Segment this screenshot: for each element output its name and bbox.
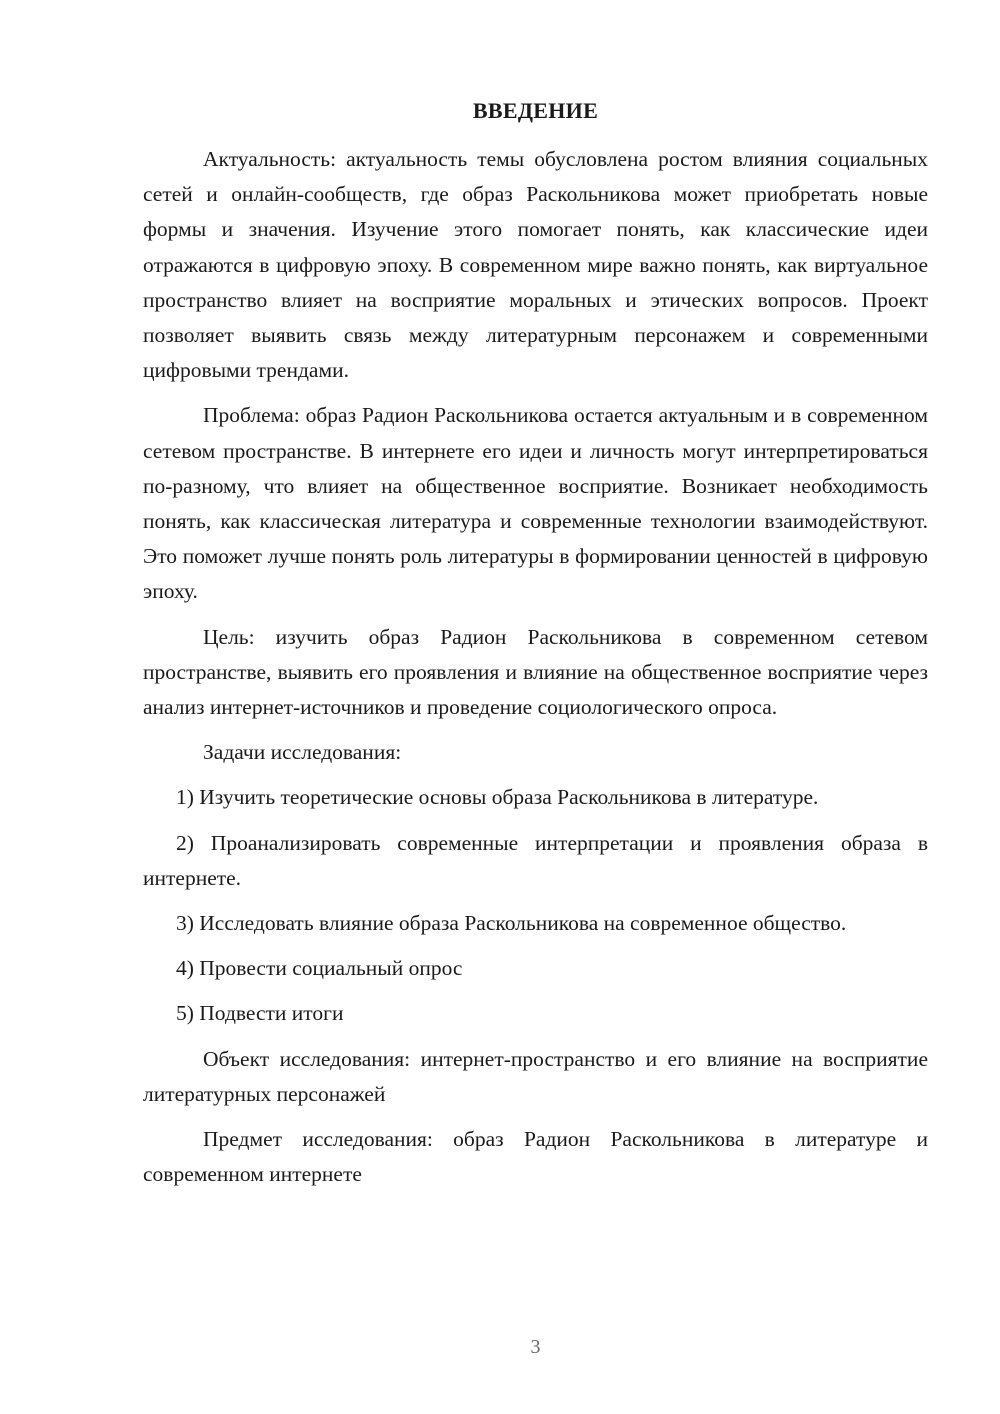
task-item: 4) Провести социальный опрос bbox=[176, 956, 463, 981]
object-paragraph: Объект исследования: интернет-пространство и его влияние на восприятие литературных персонажей bbox=[143, 1046, 928, 1106]
section-heading: ВВЕДЕНИЕ bbox=[472, 98, 599, 123]
tasks-heading: Задачи исследования: bbox=[203, 740, 402, 765]
task-item: 5) Подвести итоги bbox=[176, 1001, 344, 1026]
task-item: 2) Проанализировать современные интерпретации и проявления образа в интернете. bbox=[143, 830, 928, 890]
document-body bbox=[143, 142, 928, 1202]
subject-paragraph: Предмет исследования: образ Радион Раскольникова в литературе и современном интернете bbox=[143, 1127, 928, 1187]
problem-paragraph: Проблема: образ Радион Раскольникова остается актуальным и в современном сетевом пространстве. В интернете его идеи и личность могут интерпретироваться по-разному, что влияет на общественное восприятие. Возникает необходимость понять, как классическая литература и современные технологии взаимодействуют. Это поможет лучше понять роль литературы в формировании ценностей в цифровую эпоху. bbox=[143, 403, 928, 604]
task-item: 1) Изучить теоретические основы образа Раскольникова в литературе. bbox=[176, 785, 819, 810]
task-item: 3) Исследовать влияние образа Раскольникова на современное общество. bbox=[176, 911, 847, 936]
page-number: 3 bbox=[530, 1336, 541, 1358]
goal-paragraph: Цель: изучить образ Радион Раскольникова в современном сетевом пространстве, выявить его проявления и влияние на общественное восприятие через анализ интернет-источников и проведение социологического опроса. bbox=[143, 624, 928, 720]
relevance-paragraph: Актуальность: актуальность темы обусловлена ростом влияния социальных сетей и онлайн-сообществ, где образ Раскольникова может приобретать новые формы и значения. Изучение этого помогает понять, как классические идеи отражаются в цифровую эпоху. В современном мире важно понять, как виртуальное пространство влияет на восприятие моральных и этических вопросов. Проект позволяет выявить связь между литературным персонажем и современными цифровыми трендами. bbox=[143, 147, 928, 383]
